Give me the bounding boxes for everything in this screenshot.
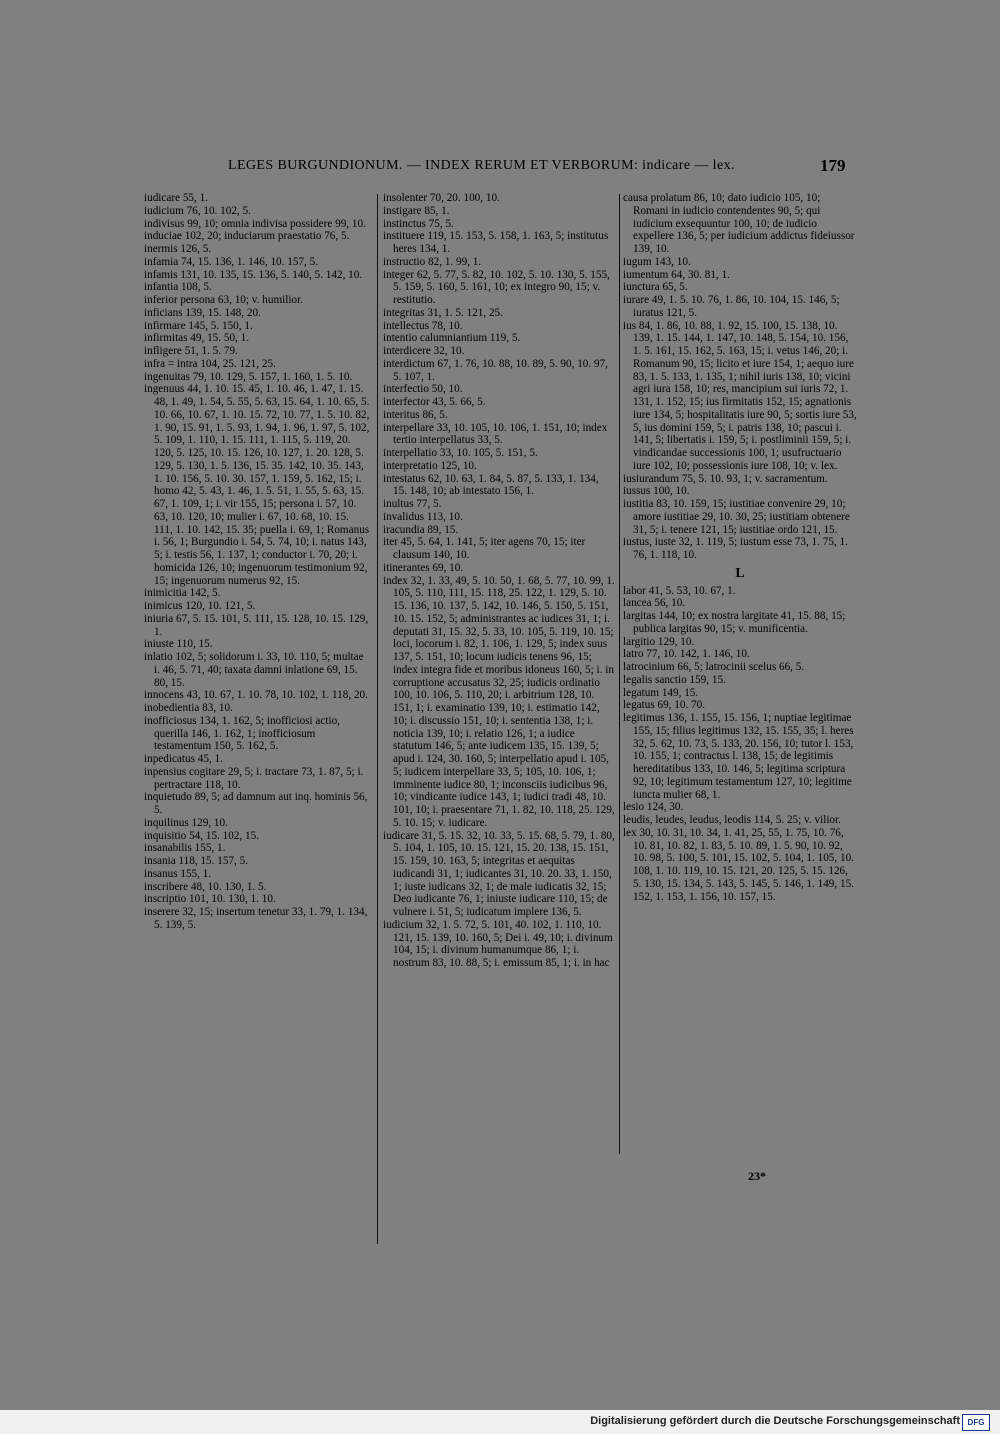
index-entry: interfector 43, 5. 66, 5.	[383, 396, 486, 408]
index-entry: iudicare 55, 1.	[144, 192, 208, 204]
index-entry: infirmitas 49, 15. 50, 1.	[144, 332, 250, 345]
index-entry: instinctus 75, 5.	[383, 217, 454, 230]
index-entry: labor 41, 5. 53, 10. 67, 1.	[623, 584, 736, 597]
index-entry: iussus 100, 10.	[623, 485, 690, 498]
index-entry: leudis, leudes, leudus, leodis 114, 5. 25; v. vilior.	[623, 814, 841, 826]
index-entry: lesio 124, 30.	[623, 801, 684, 814]
index-column-3	[623, 192, 857, 903]
index-entry: inpensius cogitare 29, 5; i. tractare 73, 1. 87, 5; i. pertractare 118, 10.	[144, 765, 364, 791]
index-entry: insanabilis 155, 1.	[144, 842, 226, 855]
index-entry: legalis sanctio 159, 15.	[623, 673, 726, 686]
index-entry: inquietudo 89, 5; ad damnum aut inq. hominis 56, 5.	[144, 791, 368, 816]
index-entry: inofficiosus 134, 1. 162, 5; inofficiosi actio, querilla 146, 1. 162, 1; inofficiosum testamentum 150, 5. 162, 5.	[144, 714, 340, 753]
index-entry: inquilinus 129, 10.	[144, 816, 228, 829]
index-entry: induciae 102, 20; induciarum praestatio 76, 5.	[144, 230, 350, 243]
index-entry: iustitia 83, 10. 159, 15; iustitiae convenire 29, 10; amore iustitiae 29, 10. 30, 25; iustitiam obtenere 31, 5; i. tenere 121, 15; iustitiae ordo 121, 15.	[623, 498, 850, 536]
index-entry: latro 77, 10. 142, 1. 146, 10.	[623, 648, 750, 661]
index-entry: inscribere 48, 10. 130, 1. 5.	[144, 880, 267, 893]
index-entry: inpedicatus 45, 1.	[144, 753, 223, 765]
index-entry: inultus 77, 5.	[383, 498, 442, 510]
index-entry: instituere 119, 15. 153, 5. 158, 1. 163, 5; institutus heres 134, 1.	[383, 230, 609, 255]
index-entry: innocens 43, 10. 67, 1. 10. 78, 10. 102, 1. 118, 20.	[144, 689, 368, 702]
index-entry: inimicitia 142, 5.	[144, 587, 221, 600]
running-head: LEGES BURGUNDIONUM. — INDEX RERUM ET VERBORUM: indicare — lex.	[228, 158, 735, 173]
index-entry: indivisus 99, 10; omnia indivisa possidere 99, 10.	[144, 217, 366, 230]
index-entry: interpellatio 33, 10. 105, 5. 151, 5.	[383, 447, 538, 459]
index-entry: index 32, 1. 33, 49, 5. 10. 50, 1. 68, 5. 77, 10. 99, 1. 105, 5. 110, 111, 15. 118, 25. 122, 1. 129, 5. 10. 15. 136, 10. 137, 5. 142, 10. 146, 5. 150, 5. 151, 10. 15. 152, 5; administrantes ac iudices 31, 1; i. deputati 31, 15. 32, 5. 33, 10. 105, 5. 119, 10. 15; loci, locorum i. 82, 1. 106, 1. 129, 5; index suus 137, 5. 151, 10; locum iudicis tenens 96, 15; index integra fide et moribus idoneus 160, 5; i. in corruptione accusatus 32, 25; iudicis ordinatio 100, 10. 106, 5. 110, 20; i. arbitrium 128, 10. 151, 1; i. examinatio 139, 10; i. estimatio 142, 10; i. discussio 151, 10; i. sententia 138, 1; i. noticia 139, 10; i. relatio 126, 1; a iudice statutum 146, 5; ante iudicem 135, 15. 139, 5; apud i. 124, 30. 160, 5; interpellatio apud i. 105, 5; iudicem interpellare 33, 5; 105, 10. 106, 1; imminente iudice 80, 1; inconsciis iudicibus 96, 10; vindicante iudice 143, 1; iudici tradi 48, 10. 101, 10; i. praesentare 71, 1. 82, 10. 118, 25. 129, 5. 10. 15; v. iudicare.	[383, 574, 615, 829]
index-entry: inficians 139, 15. 148, 20.	[144, 306, 261, 319]
index-entry: infra = intra 104, 25. 121, 25.	[144, 357, 276, 370]
index-entry: ius 84, 1. 86, 10. 88, 1. 92, 15. 100, 15. 138, 10. 139, 1. 15. 144, 1. 147, 10. 148, 5. 154, 10. 156, 1. 5. 161, 15. 162, 5. 163, 15; i. vetus 146, 20; i. Romanum 90, 15; licito et iure 154, 1; aequo iure 83, 1. 5. 133, 1. 135, 1; nihil iuris 138, 10; vicini agri iura 158, 10; res, mancipium sui iuris 72, 1. 131, 1. 152, 15; ius firmitatis 152, 15; agnationis iure 134, 5; hospitalitatis iure 90, 5; sortis iure 53, 5, ius domini 159, 5; i. patris 138, 10; pascui i. 141, 5; libertatis i. 159, 5; i. postliminii 159, 5; i. vindicandae successionis 100, 1; usufructuario iure 102, 10; possessionis iure 108, 10; v. lex.	[623, 319, 857, 472]
index-entry: inquisitio 54, 15. 102, 15.	[144, 829, 259, 842]
index-entry: intellectus 78, 10.	[383, 319, 463, 332]
index-entry: lancea 56, 10.	[623, 597, 686, 610]
index-column-1	[144, 192, 370, 932]
index-entry: inermis 126, 5.	[144, 243, 212, 255]
index-entry: interpellare 33, 10. 105, 10. 106, 1. 151, 10; index tertio interpellatus 33, 5.	[383, 421, 608, 447]
index-entry: infirmare 145, 5. 150, 1.	[144, 319, 253, 332]
index-entry: inlatio 102, 5; solidorum i. 33, 10. 110, 5; multae i. 46, 5. 71, 40; taxata damni inlatione 69, 15. 80, 15.	[144, 651, 364, 689]
dfg-logo-icon[interactable]: DFG	[962, 1414, 990, 1431]
index-entry: interfectio 50, 10.	[383, 383, 463, 396]
index-entry: iudicare 31, 5. 15. 32, 10. 33, 5. 15. 68, 5. 79, 1. 80, 5. 104, 1. 105, 10. 15. 121, 15. 20. 138, 15. 151, 15. 159, 10. 163, 5; integritas et aequitas iudicandi 31, 1; iudicantes 31, 10. 20. 33, 1. 150, 1; iuste iudicans 32, 1; de male iudicatis 32, 15; Deo iudicante 76, 1; iniuste iudicare 110, 15; de vulnere i. 51, 5; iudicatum implere 136, 5.	[383, 829, 615, 918]
funding-credit: Digitalisierung gefördert durch die Deutsche Forschungsgemeinschaft	[590, 1415, 960, 1427]
index-entry: infligere 51, 1. 5. 79.	[144, 345, 238, 357]
index-entry: inimicus 120, 10. 121, 5.	[144, 600, 256, 612]
index-entry: insania 118, 15. 157, 5.	[144, 855, 248, 867]
index-entry: iustus, iuste 32, 1. 119, 5; iustum esse 73, 1. 75, 1. 76, 1. 118, 10.	[623, 536, 848, 561]
footer-bar	[0, 1410, 1000, 1434]
index-entry: insolenter 70, 20. 100, 10.	[383, 192, 500, 204]
index-entry: intentio calumniantium 119, 5.	[383, 332, 521, 345]
index-column-2	[383, 192, 615, 970]
index-entry: itinerantes 69, 10.	[383, 561, 464, 574]
index-entry: iunctura 65, 5.	[623, 281, 688, 294]
index-entry: inferior persona 63, 10; v. humilior.	[144, 294, 303, 306]
index-entry: instructio 82, 1. 99, 1.	[383, 255, 482, 268]
index-entry: iudicium 76, 10. 102, 5.	[144, 204, 251, 217]
index-entry: interitus 86, 5.	[383, 408, 448, 421]
index-entry: iudicium 32, 1. 5. 72, 5. 101, 40. 102, 1. 110, 10. 121, 15. 139, 10. 160, 5; Dei i. 49, 10; i. divinum 104, 15; i. divinum humanumque 86, 1; i. nostrum 83, 10. 88, 5; i. emissum 85, 1; i. in hac	[383, 918, 613, 969]
index-entry: iter 45, 5. 64, 1. 141, 5; iter agens 70, 15; iter clausum 140, 10.	[383, 536, 586, 561]
index-entry: legitimus 136, 1. 155, 15. 156, 1; nuptiae legitimae 155, 15; filius legitimus 132, 15. 155, 35; l. heres 32, 5. 62, 10. 73, 5. 133, 20. 156, 10; tutor l. 153, 10. 155, 1; contractus l. 138, 15; de legitimis hereditatibus 133, 10. 146, 5; legitima scriptura 92, 10; legitimum testamentum 127, 10; legitime iuncta mulier 68, 1.	[623, 712, 854, 801]
index-entry: interdicere 32, 10.	[383, 345, 465, 357]
index-entry: lex 30, 10. 31, 10. 34, 1. 41, 25, 55, 1. 75, 10. 76, 10. 81, 10. 82, 1. 83, 5. 10. 89, 1. 5. 90, 10. 92, 10. 98, 5. 100, 5. 101, 15. 102, 5. 104, 1. 105, 10. 108, 1. 10. 119, 10. 15. 121, 20. 125, 5. 15. 126, 5. 130, 15. 134, 5. 143, 5. 145, 5. 146, 1. 149, 15. 152, 1. 153, 1. 156, 10. 157, 15.	[623, 826, 854, 903]
index-entry: integer 62, 5. 77, 5. 82, 10. 102, 5. 10. 130, 5. 155, 5. 159, 5. 160, 5. 161, 10; ex integro 90, 15; v. restitutio.	[383, 268, 610, 306]
index-entry: iracundia 89, 15.	[383, 523, 459, 536]
index-entry: latrocinium 66, 5; latrocinii scelus 66, 5.	[623, 661, 805, 673]
page-number: 179	[820, 156, 846, 175]
index-entry: causa prolatum 86, 10; dato iudicio 105, 10; Romani in iudicio contendentes 90, 5; qui iudicium exsequuntur 100, 10; de iudicio expellere 136, 5; per iudicium addictus fideiussor 139, 10.	[623, 192, 855, 255]
index-entry: iniuria 67, 5. 15. 101, 5. 111, 15. 128, 10. 15. 129, 1.	[144, 612, 369, 638]
index-entry: insanus 155, 1.	[144, 867, 212, 880]
index-entry: inscriptio 101, 10. 130, 1. 10.	[144, 893, 276, 906]
index-entry: interpretatio 125, 10.	[383, 459, 477, 472]
column-rule-left	[377, 194, 378, 1244]
index-entry: largitas 144, 10; ex nostra largitate 41, 15. 88, 15; publica largitas 90, 15; v. munificentia.	[623, 610, 846, 635]
section-letter-heading: L	[735, 565, 745, 581]
index-entry: infantia 108, 5.	[144, 281, 212, 294]
index-entry: intestatus 62, 10. 63, 1. 84, 5. 87, 5. 133, 1. 134, 15. 148, 10; ab intestato 156, 1.	[383, 472, 599, 498]
index-entry: iurare 49, 1. 5. 10. 76, 1. 86, 10. 104, 15. 146, 5; iuratus 121, 5.	[623, 294, 840, 319]
index-entry: legatus 69, 10. 70.	[623, 699, 706, 712]
index-entry: invalidus 113, 10.	[383, 510, 463, 523]
index-entry: iusiurandum 75, 5. 10. 93, 1; v. sacramentum.	[623, 472, 828, 485]
index-entry: iniuste 110, 15.	[144, 638, 213, 651]
column-rule-right	[619, 194, 620, 1154]
index-entry: inserere 32, 15; insertum tenetur 33, 1. 79, 1. 134, 5. 139, 5.	[144, 906, 368, 931]
index-entry: instigare 85, 1.	[383, 204, 450, 217]
index-entry: integritas 31, 1. 5. 121, 25.	[383, 306, 503, 319]
signature-mark: 23*	[748, 1169, 766, 1183]
index-entry: infamis 131, 10. 135, 15. 136, 5. 140, 5. 142, 10.	[144, 268, 363, 281]
index-entry: iugum 143, 10.	[623, 255, 691, 268]
index-entry: legatum 149, 15.	[623, 686, 699, 699]
index-entry: ingenuitas 79, 10. 129, 5. 157, 1. 160, 1. 5. 10.	[144, 370, 353, 383]
index-entry: ingenuus 44, 1. 10. 15. 45, 1. 10. 46, 1. 47, 1. 15. 48, 1. 49, 1. 54, 5. 55, 5. 63, 15. 64, 1. 10. 65, 5. 10. 66, 10. 67, 1. 10. 15. 72, 10. 77, 1. 5. 10. 82, 1. 90, 15. 91, 1. 5. 93, 1. 94, 1. 96, 1. 97, 5. 102, 5. 109, 1. 110, 1. 15. 111, 1. 115, 5. 119, 20. 120, 5. 125, 10. 15. 126, 10. 127, 1. 20. 128, 5. 129, 5. 130, 1. 5. 136, 15. 35. 142, 10. 35. 143, 1. 10. 156, 5. 10. 30. 157, 1. 159, 5. 162, 15; i. homo 42, 5. 43, 1. 46, 1. 5. 51, 1. 55, 5. 63, 15. 67, 1. 109, 1; i. vir 155, 15; persona i. 57, 10. 63, 10. 120, 10; mulier i. 67, 10. 68, 10. 15. 111, 1. 10. 142, 15. 35; puella i. 69, 1; Romanus i. 56, 1; Burgundio i. 54, 5. 74, 10; i. natus 143, 5; i. testis 56, 1. 137, 1; conductor i. 70, 20; i. homicida 126, 10; ingenuorum testimonium 92, 15; ingenuorum numerus 92, 15.	[144, 383, 370, 587]
index-entry: iumentum 64, 30. 81, 1.	[623, 268, 730, 281]
index-entry: infamia 74, 15. 136, 1. 146, 10. 157, 5.	[144, 255, 319, 268]
index-entry: inobedientia 83, 10.	[144, 702, 233, 714]
index-entry: interdictum 67, 1. 76, 10. 88, 10. 89, 5. 90, 10. 97, 5. 107, 1.	[383, 357, 608, 383]
index-entry: largitio 129, 10.	[623, 635, 695, 648]
